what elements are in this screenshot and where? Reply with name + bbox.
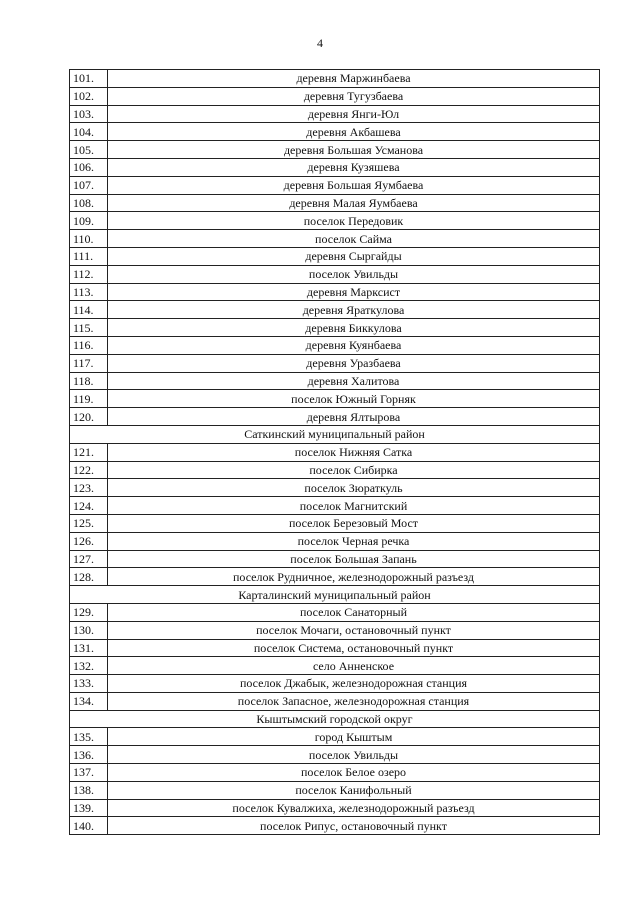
table-row xyxy=(70,408,600,426)
settlement-name: поселок Рудничное, железнодорожный разъезд xyxy=(108,568,600,586)
settlement-name: деревня Куянбаева xyxy=(108,336,600,354)
table-row xyxy=(70,283,600,301)
table-row xyxy=(70,692,600,710)
settlement-name: деревня Биккулова xyxy=(108,319,600,337)
row-number: 104. xyxy=(70,123,108,141)
settlement-name: поселок Передовик xyxy=(108,212,600,230)
table-row xyxy=(70,781,600,799)
row-number: 130. xyxy=(70,621,108,639)
settlement-name: поселок Запасное, железнодорожная станция xyxy=(108,692,600,710)
table-row xyxy=(70,621,600,639)
row-number: 111. xyxy=(70,247,108,265)
table-row xyxy=(70,657,600,675)
row-number: 106. xyxy=(70,158,108,176)
table-row xyxy=(70,514,600,532)
row-number: 135. xyxy=(70,728,108,746)
row-number: 140. xyxy=(70,817,108,835)
table-row xyxy=(70,194,600,212)
row-number: 117. xyxy=(70,354,108,372)
settlement-name: поселок Канифольный xyxy=(108,781,600,799)
settlement-name: поселок Сибирка xyxy=(108,461,600,479)
table-row xyxy=(70,372,600,390)
table-row xyxy=(70,497,600,515)
table-row xyxy=(70,675,600,693)
row-number: 120. xyxy=(70,408,108,426)
table-row xyxy=(70,532,600,550)
row-number: 134. xyxy=(70,692,108,710)
row-number: 110. xyxy=(70,230,108,248)
table-row xyxy=(70,230,600,248)
table-row xyxy=(70,479,600,497)
settlement-name: деревня Акбашева xyxy=(108,123,600,141)
row-number: 109. xyxy=(70,212,108,230)
row-number: 136. xyxy=(70,746,108,764)
table-row xyxy=(70,105,600,123)
row-number: 122. xyxy=(70,461,108,479)
table-row xyxy=(70,746,600,764)
row-number: 101. xyxy=(70,70,108,88)
settlements-table xyxy=(69,69,600,835)
settlement-name: деревня Янги-Юл xyxy=(108,105,600,123)
table-row xyxy=(70,817,600,835)
row-number: 103. xyxy=(70,105,108,123)
table-row xyxy=(70,390,600,408)
settlement-name: деревня Марксист xyxy=(108,283,600,301)
settlement-name: поселок Березовый Мост xyxy=(108,514,600,532)
row-number: 133. xyxy=(70,675,108,693)
settlement-name: поселок Зюраткуль xyxy=(108,479,600,497)
row-number: 137. xyxy=(70,764,108,782)
row-number: 115. xyxy=(70,319,108,337)
settlement-name: деревня Яраткулова xyxy=(108,301,600,319)
row-number: 132. xyxy=(70,657,108,675)
settlement-name: деревня Халитова xyxy=(108,372,600,390)
settlement-name: деревня Сыргайды xyxy=(108,247,600,265)
row-number: 116. xyxy=(70,336,108,354)
row-number: 124. xyxy=(70,497,108,515)
section-header-row xyxy=(70,425,600,443)
row-number: 123. xyxy=(70,479,108,497)
table-row xyxy=(70,141,600,159)
table-row xyxy=(70,354,600,372)
row-number: 129. xyxy=(70,603,108,621)
page-number: 4 xyxy=(317,36,323,50)
table-row xyxy=(70,603,600,621)
settlement-name: поселок Увильды xyxy=(108,746,600,764)
settlement-name: поселок Магнитский xyxy=(108,497,600,515)
table-row xyxy=(70,728,600,746)
row-number: 127. xyxy=(70,550,108,568)
row-number: 113. xyxy=(70,283,108,301)
table-row xyxy=(70,158,600,176)
row-number: 108. xyxy=(70,194,108,212)
table-row xyxy=(70,336,600,354)
settlement-name: поселок Сайма xyxy=(108,230,600,248)
row-number: 118. xyxy=(70,372,108,390)
row-number: 138. xyxy=(70,781,108,799)
settlement-name: поселок Кувалжиха, железнодорожный разъезд xyxy=(108,799,600,817)
table-row xyxy=(70,87,600,105)
settlement-name: деревня Большая Усманова xyxy=(108,141,600,159)
section-header-row xyxy=(70,710,600,728)
row-number: 102. xyxy=(70,87,108,105)
row-number: 114. xyxy=(70,301,108,319)
settlement-name: деревня Малая Яумбаева xyxy=(108,194,600,212)
table-row xyxy=(70,247,600,265)
table-row xyxy=(70,265,600,283)
settlement-name: село Анненское xyxy=(108,657,600,675)
settlements-table-body xyxy=(70,70,600,835)
settlement-name: город Кыштым xyxy=(108,728,600,746)
row-number: 131. xyxy=(70,639,108,657)
table-row xyxy=(70,123,600,141)
row-number: 139. xyxy=(70,799,108,817)
settlement-name: деревня Уразбаева xyxy=(108,354,600,372)
settlement-name: поселок Большая Запань xyxy=(108,550,600,568)
table-row xyxy=(70,568,600,586)
row-number: 119. xyxy=(70,390,108,408)
row-number: 128. xyxy=(70,568,108,586)
settlement-name: деревня Ялтырова xyxy=(108,408,600,426)
row-number: 112. xyxy=(70,265,108,283)
row-number: 126. xyxy=(70,532,108,550)
settlement-name: деревня Тугузбаева xyxy=(108,87,600,105)
settlement-name: поселок Мочаги, остановочный пункт xyxy=(108,621,600,639)
table-row xyxy=(70,799,600,817)
row-number: 125. xyxy=(70,514,108,532)
settlement-name: поселок Белое озеро xyxy=(108,764,600,782)
table-row xyxy=(70,301,600,319)
settlement-name: поселок Черная речка xyxy=(108,532,600,550)
section-header-row xyxy=(70,586,600,604)
row-number: 107. xyxy=(70,176,108,194)
section-title: Карталинский муниципальный район xyxy=(70,586,600,604)
settlement-name: поселок Южный Горняк xyxy=(108,390,600,408)
table-row xyxy=(70,443,600,461)
settlement-name: деревня Большая Яумбаева xyxy=(108,176,600,194)
settlement-name: деревня Кузяшева xyxy=(108,158,600,176)
settlement-name: поселок Рипус, остановочный пункт xyxy=(108,817,600,835)
table-row xyxy=(70,550,600,568)
table-row xyxy=(70,639,600,657)
table-row xyxy=(70,461,600,479)
table-row xyxy=(70,764,600,782)
row-number: 121. xyxy=(70,443,108,461)
row-number: 105. xyxy=(70,141,108,159)
settlement-name: поселок Увильды xyxy=(108,265,600,283)
settlement-name: поселок Джабык, железнодорожная станция xyxy=(108,675,600,693)
settlement-name: поселок Система, остановочный пункт xyxy=(108,639,600,657)
table-row xyxy=(70,176,600,194)
section-title: Саткинский муниципальный район xyxy=(70,425,600,443)
settlement-name: деревня Маржинбаева xyxy=(108,70,600,88)
table-row xyxy=(70,319,600,337)
table-row xyxy=(70,70,600,88)
settlement-name: поселок Санаторный xyxy=(108,603,600,621)
settlement-name: поселок Нижняя Сатка xyxy=(108,443,600,461)
table-row xyxy=(70,212,600,230)
section-title: Кыштымский городской округ xyxy=(70,710,600,728)
